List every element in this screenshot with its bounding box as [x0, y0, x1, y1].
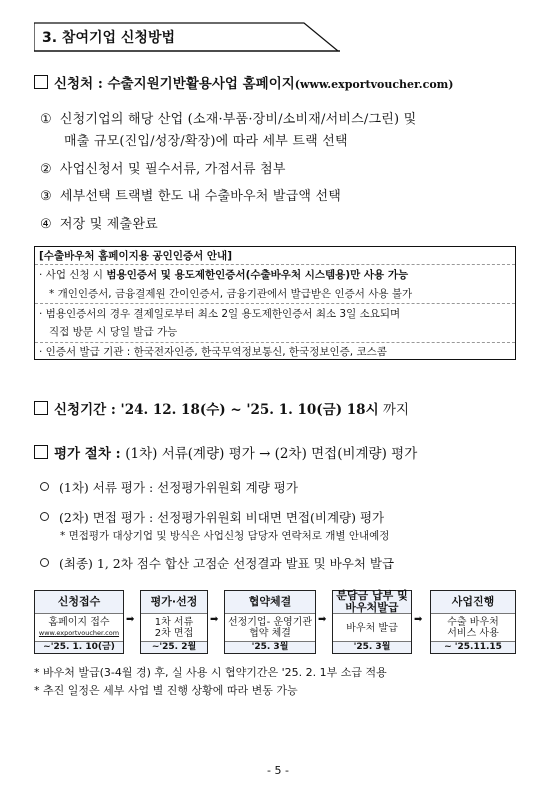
- flow-step-date: ~'25. 2월: [141, 641, 207, 653]
- flow-step-title: 평가·선정: [141, 591, 207, 614]
- flow-step-date: '25. 3월: [333, 641, 411, 653]
- flow-step-body-line: 2차 면접: [154, 628, 194, 639]
- flow-step-project: [430, 590, 516, 654]
- period-value: : '24. 12. 18(수) ~ '25. 1. 10(금) 18시: [106, 402, 379, 418]
- flow-step-title: 신청접수: [35, 591, 123, 614]
- flow-step-title-line: 분담금 납부 및: [336, 589, 408, 602]
- step-3-num: ③: [40, 189, 52, 204]
- flow-step-evaluation: [140, 590, 208, 654]
- evaluation-text: (1차) 서류(계량) 평가 → (2차) 면접(비계량) 평가: [125, 446, 418, 462]
- flow-arrow-icon: ➡: [414, 614, 423, 625]
- step-4: [40, 213, 158, 232]
- step-1-num: ①: [40, 112, 52, 127]
- apply-to-line: [34, 72, 454, 92]
- page-number: - 5 -: [267, 764, 289, 777]
- circle-bullet-icon: [40, 558, 49, 567]
- step-2-num: ②: [40, 162, 52, 177]
- flow-step-voucher-issue: [332, 590, 412, 654]
- footnote-2: * 추진 일정은 세부 사업 별 진행 상황에 따라 변동 가능: [34, 684, 298, 697]
- notice-line-1-pre: · 사업 신청 시: [39, 269, 107, 281]
- circle-bullet-icon: [40, 482, 49, 491]
- flow-step-body-line: 서비스 사용: [447, 628, 499, 639]
- flow-step-title: [333, 591, 411, 614]
- notice-divider: [35, 264, 515, 265]
- apply-to-text: 수출지원기반활용사업 홈페이지: [107, 76, 295, 92]
- footnote-1: * 바우처 발급(3-4월 경) 후, 실 사용 시 협약기간은 '25. 2. 1부 소급 적용: [34, 666, 387, 679]
- flow-step-body-line: 바우처 발급: [346, 622, 398, 634]
- evaluation-item-1: [40, 478, 298, 496]
- circle-bullet-icon: [40, 512, 49, 521]
- section-title: 3. 참여기업 신청방법: [42, 30, 175, 46]
- notice-line-5: · 인증서 발급 기관 : 한국전자인증, 한국무역정보통신, 한국정보인증, 코스콤: [39, 346, 387, 358]
- flow-step-body: [35, 613, 123, 643]
- step-2: [40, 158, 286, 177]
- notice-line-3: · 범용인증서의 경우 결제일로부터 최소 2일 용도제한인증서 최소 3일 소요되며: [39, 308, 401, 320]
- notice-line-1-bold: 범용인증서 및 용도제한인증서(수출바우처 시스템용)만 사용 가능: [106, 269, 409, 281]
- notice-line-1: [39, 267, 408, 282]
- flow-step-title: 협약체결: [225, 591, 315, 614]
- notice-line-2: * 개인인증서, 금융결제원 간이인증서, 금융기관에서 발급받은 인증서 사용 불가: [49, 288, 413, 300]
- flow-step-agreement: [224, 590, 316, 654]
- period-suffix: 까지: [378, 402, 409, 418]
- flow-arrow-icon: ➡: [126, 614, 135, 625]
- flow-step-body-line: 협약 체결: [249, 628, 291, 639]
- flow-step-url: www.exportvoucher.com: [38, 629, 120, 637]
- period-label: 신청기간: [54, 402, 107, 418]
- flow-step-body-line: 홈페이지 접수: [48, 617, 110, 628]
- flow-step-body-line: 선정기업- 운영기관: [227, 617, 313, 628]
- notice-heading: [수출바우처 홈페이지용 공인인증서 안내]: [39, 250, 232, 262]
- notice-divider: [35, 303, 515, 304]
- checkbox-square-icon: [34, 401, 48, 415]
- evaluation-item-3: [40, 554, 394, 572]
- checkbox-square-icon: [34, 445, 48, 459]
- section-header: [34, 22, 340, 52]
- flow-step-date: ~ '25.11.15: [431, 641, 515, 653]
- apply-to-url: (www.exportvoucher.com): [294, 78, 454, 91]
- evaluation-item-2: [40, 508, 384, 526]
- step-2-text: 사업신청서 및 필수서류, 가점서류 첨부: [59, 162, 286, 177]
- step-3: [40, 185, 341, 204]
- evaluation-item-1-text: (1차) 서류 평가 : 선정평가위원회 계량 평가: [59, 480, 298, 495]
- notice-divider: [35, 342, 515, 343]
- checkbox-square-icon: [34, 75, 48, 89]
- flow-step-application: [34, 590, 124, 654]
- flow-step-title-line: 바우처발급: [345, 601, 399, 614]
- flow-arrow-icon: ➡: [210, 614, 219, 625]
- notice-line-4: 직접 방문 시 당일 발급 가능: [49, 326, 178, 338]
- evaluation-item-3-text: (최종) 1, 2차 점수 합산 고점순 선정결과 발표 및 바우처 발급: [59, 556, 395, 571]
- evaluation-label: 평가 절차 :: [54, 446, 126, 462]
- flow-step-body-line: 1차 서류: [154, 617, 194, 628]
- flow-step-title: 사업진행: [431, 591, 515, 614]
- flow-step-body: [333, 613, 411, 643]
- evaluation-sub-note: * 면접평가 대상기업 및 방식은 사업신청 담당자 연락처로 개별 안내예정: [60, 530, 390, 542]
- certificate-notice-box: [34, 246, 516, 360]
- step-1-text: 신청기업의 해당 산업 (소재·부품·장비/소비재/서비스/그린) 및: [59, 112, 417, 127]
- evaluation-line: [34, 442, 417, 462]
- evaluation-item-2-text: (2차) 면접 평가 : 선정평가위원회 비대면 면접(비계량) 평가: [59, 510, 385, 525]
- flow-step-body-line: 수출 바우처: [447, 617, 499, 628]
- flow-arrow-icon: ➡: [318, 614, 327, 625]
- flow-step-body: [225, 613, 315, 643]
- flow-step-body: [141, 613, 207, 643]
- flow-step-date: ~'25. 1. 10(금): [35, 641, 123, 653]
- flow-step-body: [431, 613, 515, 643]
- step-4-num: ④: [40, 217, 52, 232]
- step-1-continued: [64, 130, 348, 149]
- step-1: [40, 108, 416, 127]
- flow-step-date: '25. 3월: [225, 641, 315, 653]
- step-3-text: 세부선택 트랙별 한도 내 수출바우처 발급액 선택: [59, 189, 342, 204]
- apply-to-label: 신청처 :: [54, 76, 108, 92]
- application-period-line: [34, 398, 409, 418]
- step-4-text: 저장 및 제출완료: [59, 217, 158, 232]
- step-1-text-2: 매출 규모(진입/성장/확장)에 따라 세부 트랙 선택: [64, 134, 348, 149]
